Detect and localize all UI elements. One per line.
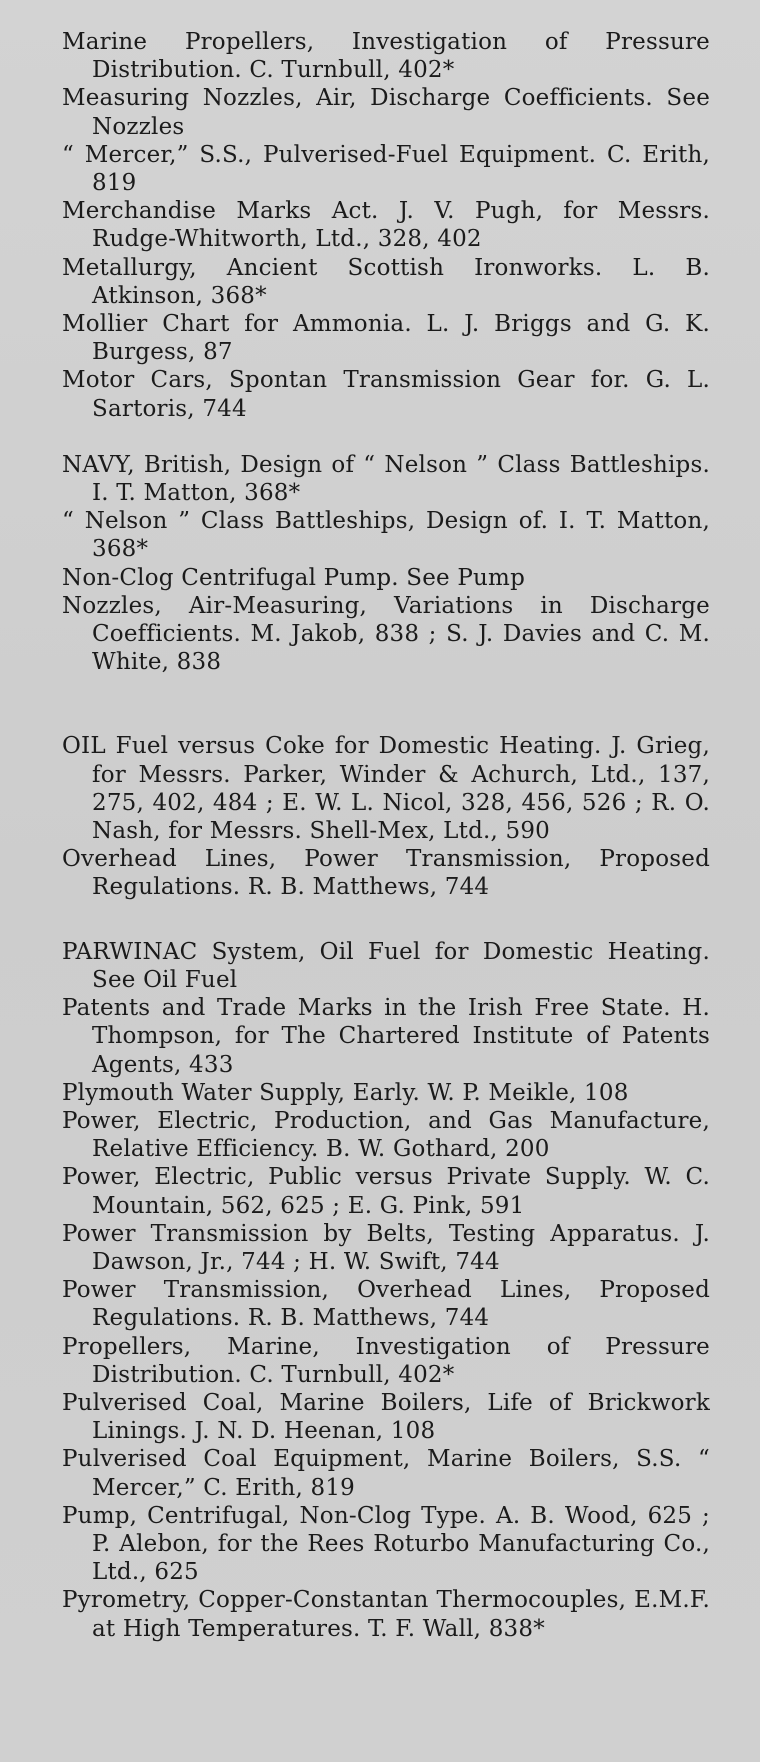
index-entry: Patents and Trade Marks in the Irish Free State. H. Thompson, for The Chartered Institute of Patents Agents, 433 (62, 995, 710, 1078)
index-entry: NAVY, British, Design of “ Nelson ” Class Battleships. I. T. Matton, 368* (62, 451, 710, 507)
index-entry: Pulverised Coal, Marine Boilers, Life of Brickwork Linings. J. N. D. Heenan, 108 (62, 1389, 710, 1445)
index-entry: Overhead Lines, Power Transmission, Proposed Regulations. R. B. Matthews, 744 (62, 846, 710, 901)
index-entry: Non-Clog Centrifugal Pump. See Pump (62, 564, 525, 591)
section-gap (62, 423, 710, 451)
index-entry: Propellers, Marine, Investigation of Pressure Distribution. C. Turnbull, 402* (62, 1333, 710, 1388)
index-entry: Plymouth Water Supply, Early. W. P. Meikle, 108 (62, 1079, 629, 1106)
index-entry: OIL Fuel versus Coke for Domestic Heating. J. Grieg, for Messrs. Parker, Winder & Achurch, Ltd., 137, 275, 402, 484 ; E. W. L. Nicol, 328, 456, 526 ; R. O. Nash, for Messrs. Shell-Mex, Ltd., 590 (62, 733, 710, 845)
index-entry: Motor Cars, Spontan Transmission Gear for. G. L. Sartoris, 744 (62, 367, 710, 422)
section-gap (62, 676, 710, 732)
index-entry: Power Transmission, Overhead Lines, Proposed Regulations. R. B. Matthews, 744 (62, 1277, 710, 1332)
index-entry: Power Transmission by Belts, Testing Apparatus. J. Dawson, Jr., 744 ; H. W. Swift, 744 (62, 1220, 710, 1275)
index-entry: Nozzles, Air-Measuring, Variations in Discharge Coefficients. M. Jakob, 838 ; S. J. Davies and C. M. White, 838 (62, 592, 710, 676)
index-entry: Marine Propellers, Investigation of Pressure Distribution. C. Turnbull, 402* (62, 29, 710, 84)
index-entry: “ Mercer,” S.S., Pulverised-Fuel Equipment. C. Erith, 819 (62, 141, 710, 197)
index-entry: PARWINAC System, Oil Fuel for Domestic Heating. See Oil Fuel (62, 938, 710, 993)
index-entry: Pulverised Coal Equipment, Marine Boilers, S.S. “ Mercer,” C. Erith, 819 (62, 1446, 710, 1501)
index-entry: “ Nelson ” Class Battleships, Design of. I. T. Matton, 368* (62, 508, 710, 563)
index-entry: Pump, Centrifugal, Non-Clog Type. A. B. Wood, 625 ; P. Alebon, for the Rees Roturbo Manufacturing Co., Ltd., 625 (62, 1502, 710, 1586)
index-entry: Pyrometry, Copper-Constantan Thermocouples, E.M.F. at High Temperatures. T. F. Wall, 838* (62, 1587, 710, 1642)
index-entry: Power, Electric, Public versus Private Supply. W. C. Mountain, 562, 625 ; E. G. Pink, 591 (62, 1164, 710, 1219)
index-entry: Mollier Chart for Ammonia. L. J. Briggs and G. K. Burgess, 87 (62, 311, 710, 366)
index-section-o (62, 732, 710, 901)
index-section-n (62, 451, 710, 677)
index-entry: Power, Electric, Production, and Gas Manufacture, Relative Efficiency. B. W. Gothard, 200 (62, 1107, 710, 1163)
section-gap (62, 902, 710, 938)
index-entry: Merchandise Marks Act. J. V. Pugh, for Messrs. Rudge-Whitworth, Ltd., 328, 402 (62, 198, 710, 253)
index-entry: Measuring Nozzles, Air, Discharge Coefficients. See Nozzles (62, 85, 710, 140)
index-section-p (62, 938, 710, 1643)
index-entry: Metallurgy, Ancient Scottish Ironworks. L. B. Atkinson, 368* (62, 254, 710, 309)
index-section-m (62, 28, 710, 423)
